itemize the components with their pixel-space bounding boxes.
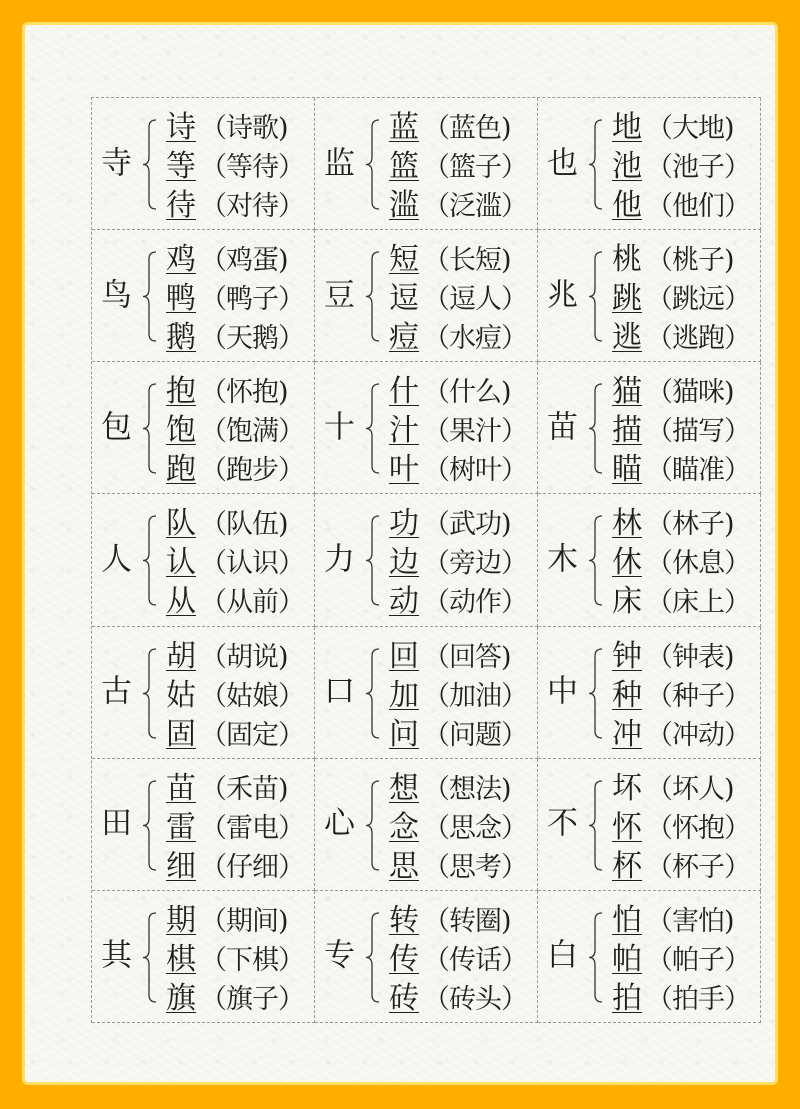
example-word: （跳远）: [646, 284, 750, 316]
derived-character: 他: [612, 188, 642, 223]
derived-character: 怕: [612, 902, 642, 938]
example-word: （期间): [200, 905, 288, 937]
derived-row: [612, 582, 750, 621]
example-word: （蓝色): [423, 113, 511, 144]
family-cell: [92, 627, 315, 759]
derived-list: [166, 108, 304, 225]
brace-icon: [365, 780, 381, 871]
derived-list: [612, 504, 750, 621]
radical-character: 人: [101, 541, 132, 578]
derived-row: [166, 979, 304, 1018]
derived-row: [389, 940, 527, 979]
derived-row: [166, 318, 304, 357]
derived-row: [612, 715, 750, 754]
example-word: （加油）: [423, 680, 527, 712]
derived-character: 等: [166, 149, 196, 184]
derived-row: [612, 411, 750, 450]
derived-character: 瞄: [612, 452, 642, 488]
example-word: （雷电）: [200, 812, 304, 844]
derived-row: [612, 504, 750, 543]
radical-character: 包: [101, 409, 132, 446]
brace-icon: [588, 119, 604, 210]
example-word: （思考）: [423, 851, 527, 883]
family-cell: [315, 891, 538, 1023]
family-cell: [92, 759, 315, 891]
derived-character: 钟: [612, 638, 642, 674]
brace-icon: [365, 648, 381, 739]
radical-character: 苗: [547, 409, 578, 446]
derived-row: [612, 108, 750, 147]
example-word: （什么): [423, 377, 511, 409]
derived-character: 拍: [612, 980, 642, 1016]
derived-list: [166, 240, 304, 357]
example-word: （水痘）: [423, 323, 527, 355]
example-word: （姑娘）: [200, 680, 304, 712]
derived-row: [612, 279, 750, 318]
derived-character: 描: [612, 413, 642, 449]
derived-row: [389, 676, 527, 715]
derived-row: [166, 543, 304, 582]
derived-list: [612, 240, 750, 357]
derived-character: 期: [166, 902, 196, 938]
example-word: （等待）: [200, 152, 304, 183]
derived-row: [612, 186, 750, 225]
example-word: （禾苗): [200, 773, 288, 805]
derived-row: [612, 450, 750, 489]
derived-character: 蓝: [389, 110, 419, 145]
derived-character: 棋: [166, 941, 196, 977]
family-cell: [538, 627, 761, 759]
derived-character: 雷: [166, 809, 196, 845]
derived-list: [389, 108, 527, 225]
radical-character: 力: [324, 541, 355, 578]
derived-row: [389, 715, 527, 754]
brace-icon: [365, 251, 381, 342]
derived-list: [612, 901, 750, 1018]
family-cell: [315, 627, 538, 759]
example-word: （害怕): [646, 905, 734, 937]
derived-row: [166, 186, 304, 225]
example-word: （下棋）: [200, 944, 304, 976]
example-word: （逗人）: [423, 284, 527, 316]
example-word: （瞄准）: [646, 455, 750, 487]
example-word: （拍手）: [646, 983, 750, 1015]
radical-character: 鸟: [101, 277, 132, 314]
derived-character: 什: [389, 374, 419, 410]
derived-row: [389, 147, 527, 186]
radical-character: 寺: [101, 145, 132, 182]
example-word: （旗子）: [200, 983, 304, 1015]
derived-row: [612, 372, 750, 411]
derived-character: 桃: [612, 242, 642, 278]
derived-row: [389, 504, 527, 543]
derived-row: [166, 715, 304, 754]
derived-row: [389, 769, 527, 808]
derived-character: 汁: [389, 413, 419, 449]
derived-character: 待: [166, 188, 196, 223]
derived-row: [166, 147, 304, 186]
example-word: （武功): [423, 509, 511, 541]
derived-list: [166, 372, 304, 489]
example-word: （旁边）: [423, 548, 527, 580]
example-word: （床上）: [646, 587, 750, 619]
derived-character: 猫: [612, 374, 642, 410]
brace-icon: [588, 383, 604, 474]
family-cell: [538, 891, 761, 1023]
example-word: （冲动）: [646, 719, 750, 751]
derived-row: [166, 240, 304, 279]
derived-character: 诗: [166, 110, 196, 145]
example-word: （果汁）: [423, 416, 527, 448]
derived-row: [166, 372, 304, 411]
example-word: （钟表): [646, 641, 734, 673]
derived-character: 地: [612, 110, 642, 145]
radical-character: 兆: [547, 277, 578, 314]
example-word: （桃子): [646, 245, 734, 277]
derived-list: [166, 769, 304, 886]
family-cell: [92, 362, 315, 494]
example-word: （鸡蛋): [200, 245, 288, 277]
example-word: （泛滥）: [423, 191, 527, 222]
derived-row: [389, 979, 527, 1018]
family-cell: [92, 891, 315, 1023]
radical-character: 豆: [324, 277, 355, 314]
brace-icon: [365, 383, 381, 474]
radical-character: 木: [547, 541, 578, 578]
derived-character: 种: [612, 677, 642, 713]
derived-character: 苗: [166, 770, 196, 806]
derived-character: 鸭: [166, 281, 196, 317]
derived-character: 转: [389, 902, 419, 938]
derived-list: [166, 901, 304, 1018]
example-word: （从前）: [200, 587, 304, 619]
derived-character: 池: [612, 149, 642, 184]
derived-row: [612, 808, 750, 847]
brace-icon: [142, 780, 158, 871]
example-word: （饱满）: [200, 416, 304, 448]
brace-icon: [142, 251, 158, 342]
example-word: （天鹅）: [200, 323, 304, 355]
radical-character: 心: [324, 805, 355, 842]
derived-row: [612, 147, 750, 186]
derived-character: 痘: [389, 320, 419, 356]
example-word: （长短): [423, 245, 511, 277]
derived-row: [612, 979, 750, 1018]
derived-character: 跑: [166, 452, 196, 488]
example-word: （诗歌): [200, 113, 288, 144]
example-word: （池子）: [646, 152, 750, 183]
family-cell: [315, 759, 538, 891]
derived-row: [389, 372, 527, 411]
family-cell: [315, 362, 538, 494]
example-word: （逃跑）: [646, 323, 750, 355]
radical-character: 古: [101, 673, 132, 710]
family-cell: [538, 494, 761, 626]
derived-character: 林: [612, 506, 642, 542]
radical-character: 口: [324, 673, 355, 710]
example-word: （杯子）: [646, 851, 750, 883]
derived-row: [166, 769, 304, 808]
derived-character: 鸡: [166, 242, 196, 278]
family-cell: [315, 230, 538, 362]
character-grid: [91, 97, 761, 1023]
derived-character: 叶: [389, 452, 419, 488]
derived-character: 姑: [166, 677, 196, 713]
brace-icon: [142, 648, 158, 739]
example-word: （鸭子）: [200, 284, 304, 316]
brace-icon: [588, 780, 604, 871]
family-cell: [538, 759, 761, 891]
family-cell: [538, 362, 761, 494]
derived-list: [612, 637, 750, 754]
brace-icon: [588, 251, 604, 342]
example-word: （砖头）: [423, 983, 527, 1015]
derived-character: 问: [389, 716, 419, 752]
derived-character: 传: [389, 941, 419, 977]
derived-character: 短: [389, 242, 419, 278]
example-word: （描写）: [646, 416, 750, 448]
radical-character: 田: [101, 805, 132, 842]
family-cell: [315, 98, 538, 230]
derived-row: [389, 543, 527, 582]
derived-character: 功: [389, 506, 419, 542]
example-word: （帕子）: [646, 944, 750, 976]
derived-character: 细: [166, 848, 196, 884]
derived-list: [166, 504, 304, 621]
brace-icon: [588, 515, 604, 606]
brace-icon: [365, 119, 381, 210]
family-cell: [538, 230, 761, 362]
derived-character: 床: [612, 584, 642, 620]
example-word: （休息）: [646, 548, 750, 580]
derived-list: [166, 637, 304, 754]
derived-list: [389, 372, 527, 489]
derived-row: [166, 847, 304, 886]
family-cell: [315, 494, 538, 626]
derived-list: [389, 901, 527, 1018]
example-word: （转圈): [423, 905, 511, 937]
derived-character: 队: [166, 506, 196, 542]
family-cell: [538, 98, 761, 230]
derived-character: 逃: [612, 320, 642, 356]
derived-row: [612, 637, 750, 676]
radical-character: 白: [547, 937, 578, 974]
example-word: （怀抱）: [646, 812, 750, 844]
derived-list: [612, 372, 750, 489]
derived-row: [389, 279, 527, 318]
derived-row: [389, 901, 527, 940]
derived-character: 认: [166, 545, 196, 581]
derived-character: 回: [389, 638, 419, 674]
derived-character: 坏: [612, 770, 642, 806]
example-word: （树叶）: [423, 455, 527, 487]
example-word: （对待）: [200, 191, 304, 222]
brace-icon: [142, 515, 158, 606]
derived-row: [612, 543, 750, 582]
radical-character: 专: [324, 937, 355, 974]
derived-character: 旗: [166, 980, 196, 1016]
example-word: （固定）: [200, 719, 304, 751]
derived-row: [612, 901, 750, 940]
example-word: （大地): [646, 113, 734, 144]
derived-character: 加: [389, 677, 419, 713]
family-cell: [92, 494, 315, 626]
derived-row: [166, 940, 304, 979]
radical-character: 也: [547, 145, 578, 182]
derived-row: [166, 504, 304, 543]
derived-list: [612, 769, 750, 886]
derived-row: [389, 318, 527, 357]
example-word: （认识）: [200, 548, 304, 580]
derived-character: 胡: [166, 638, 196, 674]
derived-character: 休: [612, 545, 642, 581]
derived-character: 念: [389, 809, 419, 845]
derived-row: [389, 108, 527, 147]
example-word: （跑步）: [200, 455, 304, 487]
derived-row: [166, 411, 304, 450]
example-word: （怀抱): [200, 377, 288, 409]
derived-character: 思: [389, 848, 419, 884]
example-word: （想法): [423, 773, 511, 805]
example-word: （他们）: [646, 191, 750, 222]
example-word: （队伍): [200, 509, 288, 541]
family-cell: [92, 230, 315, 362]
derived-row: [166, 279, 304, 318]
derived-list: [389, 504, 527, 621]
derived-character: 边: [389, 545, 419, 581]
derived-row: [166, 450, 304, 489]
paper-sheet: [22, 22, 778, 1085]
derived-character: 冲: [612, 716, 642, 752]
derived-row: [166, 637, 304, 676]
derived-row: [389, 808, 527, 847]
derived-character: 抱: [166, 374, 196, 410]
derived-row: [389, 411, 527, 450]
derived-row: [612, 940, 750, 979]
derived-row: [612, 769, 750, 808]
derived-row: [166, 808, 304, 847]
brace-icon: [365, 515, 381, 606]
derived-row: [389, 186, 527, 225]
derived-character: 想: [389, 770, 419, 806]
example-word: （胡说): [200, 641, 288, 673]
brace-icon: [142, 383, 158, 474]
derived-character: 怀: [612, 809, 642, 845]
derived-character: 鹅: [166, 320, 196, 356]
derived-row: [166, 676, 304, 715]
brace-icon: [142, 912, 158, 1003]
example-word: （猫咪): [646, 377, 734, 409]
brace-icon: [365, 912, 381, 1003]
derived-row: [389, 637, 527, 676]
derived-row: [612, 847, 750, 886]
derived-character: 篮: [389, 149, 419, 184]
example-word: （传话）: [423, 944, 527, 976]
derived-row: [612, 240, 750, 279]
derived-row: [389, 582, 527, 621]
example-word: （林子): [646, 509, 734, 541]
family-cell: [92, 98, 315, 230]
example-word: （坏人): [646, 773, 734, 805]
derived-list: [612, 108, 750, 225]
derived-list: [389, 240, 527, 357]
brace-icon: [142, 119, 158, 210]
example-word: （动作）: [423, 587, 527, 619]
derived-character: 逗: [389, 281, 419, 317]
derived-row: [166, 108, 304, 147]
example-word: （思念）: [423, 812, 527, 844]
derived-character: 帕: [612, 941, 642, 977]
example-word: （仔细）: [200, 851, 304, 883]
derived-row: [612, 318, 750, 357]
brace-icon: [588, 648, 604, 739]
derived-character: 从: [166, 584, 196, 620]
example-word: （问题）: [423, 719, 527, 751]
derived-row: [166, 582, 304, 621]
derived-character: 滥: [389, 188, 419, 223]
brace-icon: [588, 912, 604, 1003]
derived-row: [389, 240, 527, 279]
derived-character: 杯: [612, 848, 642, 884]
derived-row: [612, 676, 750, 715]
example-word: （回答): [423, 641, 511, 673]
radical-character: 不: [547, 805, 578, 842]
derived-list: [389, 769, 527, 886]
example-word: （种子）: [646, 680, 750, 712]
radical-character: 十: [324, 409, 355, 446]
derived-character: 动: [389, 584, 419, 620]
derived-character: 砖: [389, 980, 419, 1016]
derived-character: 饱: [166, 413, 196, 449]
derived-row: [389, 847, 527, 886]
derived-character: 固: [166, 716, 196, 752]
derived-row: [389, 450, 527, 489]
derived-row: [166, 901, 304, 940]
derived-list: [389, 637, 527, 754]
radical-character: 监: [324, 145, 355, 182]
radical-character: 其: [101, 937, 132, 974]
derived-character: 跳: [612, 281, 642, 317]
radical-character: 中: [547, 673, 578, 710]
example-word: （篮子）: [423, 152, 527, 183]
